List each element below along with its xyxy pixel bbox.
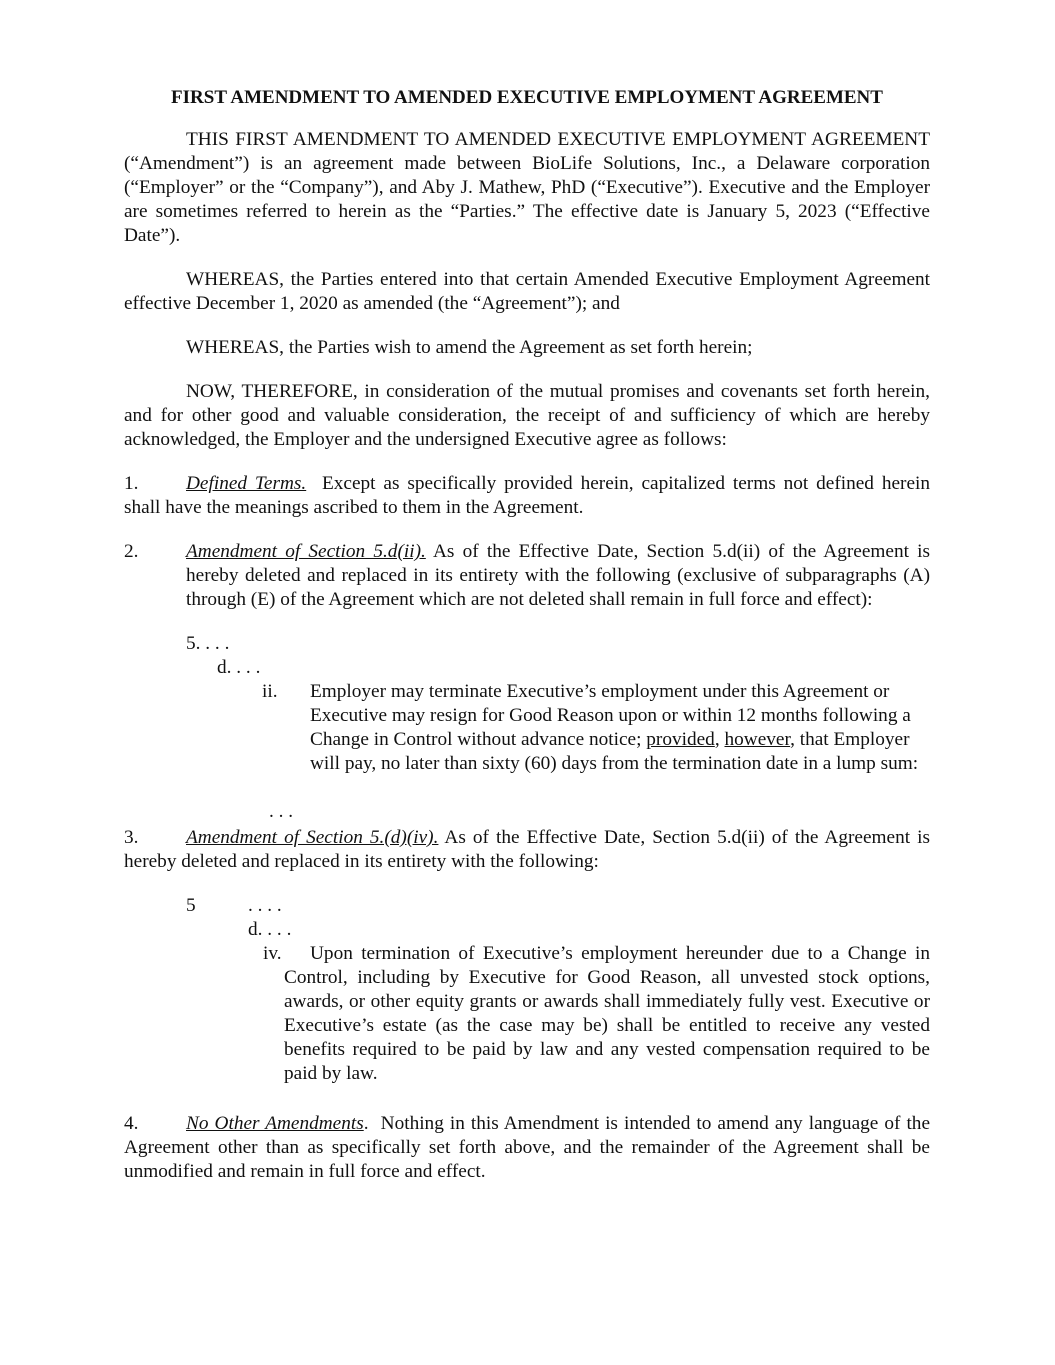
section-4-heading-period: . bbox=[363, 1113, 369, 1134]
section-3-sub-5: 5 bbox=[186, 895, 196, 916]
section-2-sub-d: d. . . . bbox=[217, 657, 261, 678]
section-3-heading: Amendment of Section 5.(d)(iv). bbox=[186, 827, 439, 848]
section-3-quoted-text bbox=[124, 894, 930, 1112]
section-3-sub-text: Upon termination of Executive’s employment hereunder due to a Change in Control, including by Executive for Good Reason, all unvested stock options, awards, or other equity grants or awards shall immediately fully vest. Executive or Executive’s estate (as the case may be) shall be entitled to receive any vested benefits required to be paid by law and any vested compensation required to be paid by law. bbox=[284, 943, 930, 1084]
section-2-sub-5: 5. . . . bbox=[186, 633, 230, 654]
section-3 bbox=[124, 826, 930, 874]
section-4-text: Nothing in this Amendment is intended to amend any language of the Agreement other than as specifically set forth above, and the remainder of the Agreement shall be unmodified and remain in full force and effect. bbox=[124, 1113, 931, 1182]
section-3-sub-5-dots: . . . . bbox=[248, 895, 282, 916]
whereas-paragraph-2: WHEREAS, the Parties wish to amend the Agreement as set forth herein; bbox=[186, 337, 753, 358]
section-1-number: 1. bbox=[124, 473, 139, 494]
document-page bbox=[124, 86, 930, 1184]
section-4-heading: No Other Amendments bbox=[186, 1113, 364, 1134]
section-2-quoted-text bbox=[124, 632, 930, 826]
section-1-heading: Defined Terms. bbox=[186, 473, 307, 494]
whereas-paragraph-1: WHEREAS, the Parties entered into that certain Amended Executive Employment Agreement effective December 1, 2020 as amended (the “Agreement”); and bbox=[124, 269, 930, 314]
section-3-sub-roman: iv. bbox=[263, 943, 282, 964]
section-1 bbox=[124, 472, 930, 520]
section-2-sub-paragraph bbox=[310, 680, 930, 776]
section-2 bbox=[124, 540, 930, 612]
section-2-heading: Amendment of Section 5.d(ii). bbox=[186, 541, 426, 562]
section-4 bbox=[124, 1112, 930, 1184]
section-3-number: 3. bbox=[124, 827, 139, 848]
section-2-sub-text-a: Employer may terminate Executive’s employment under this Agreement or Executive may resign for Good Reason upon or within 12 months following a Change in Control without advance notice; bbox=[310, 681, 911, 750]
section-2-provided: provided bbox=[646, 729, 715, 750]
section-3-sub-paragraph bbox=[284, 942, 930, 1086]
section-1-text: Except as specifically provided herein, capitalized terms not defined herein shall have the meanings ascribed to them in the Agreement. bbox=[124, 473, 931, 518]
now-therefore-paragraph: NOW, THEREFORE, in consideration of the mutual promises and covenants set forth herein, and for other good and valuable consideration, the receipt of and sufficiency of which are hereby acknowledged, the Employer and the undersigned Executive agree as follows: bbox=[124, 381, 930, 450]
section-2-ellipsis: . . . bbox=[269, 801, 294, 822]
section-3-text: As of the Effective Date, Section 5.d(ii) of the Agreement is hereby deleted and replaced in its entirety with the following: bbox=[124, 827, 930, 872]
section-2-text: As of the Effective Date, Section 5.d(ii) of the Agreement is hereby deleted and replaced in its entirety with the following (exclusive of subparagraphs (A) through (E) of the Agreement which are not deleted shall remain in full force and effect): bbox=[186, 541, 930, 610]
section-2-number: 2. bbox=[124, 541, 139, 562]
section-2-sub-text-b: , that Employer will pay, no later than sixty (60) days from the termination date in a lump sum: bbox=[310, 729, 919, 774]
document-title: FIRST AMENDMENT TO AMENDED EXECUTIVE EMPLOYMENT AGREEMENT bbox=[171, 87, 883, 108]
section-3-sub-d: d. . . . bbox=[248, 919, 292, 940]
intro-paragraph: THIS FIRST AMENDMENT TO AMENDED EXECUTIVE EMPLOYMENT AGREEMENT (“Amendment”) is an agreement made between BioLife Solutions, Inc., a Delaware corporation (“Employer” or the “Company”), and Aby J. Mathew, PhD (“Executive”). Executive and the Employer are sometimes referred to herein as the “Parties.” The effective date is January 5, 2023 (“Effective Date”). bbox=[124, 129, 930, 246]
section-2-however: however bbox=[724, 729, 791, 750]
section-4-number: 4. bbox=[124, 1113, 139, 1134]
section-2-sub-roman: ii. bbox=[262, 681, 278, 702]
section-2-comma: , bbox=[714, 729, 720, 750]
